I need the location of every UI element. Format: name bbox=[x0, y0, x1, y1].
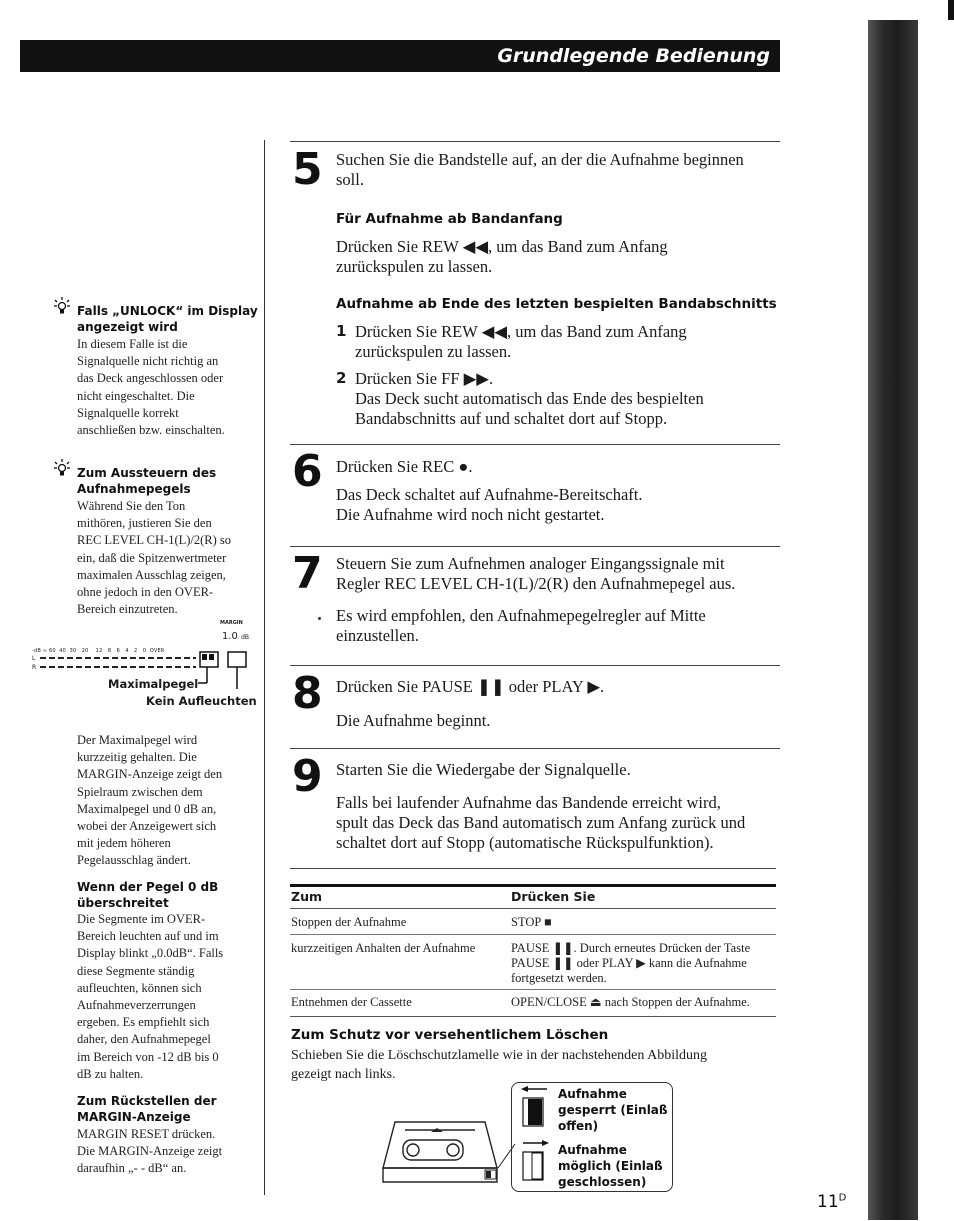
text-line: soll. bbox=[336, 170, 364, 189]
table-row-3-button bbox=[511, 995, 776, 1010]
tip-level-heading-line: Aufnahmepegels bbox=[77, 482, 191, 496]
text-line: Es wird empfohlen, den Aufnahmepegelregler auf Mitte bbox=[336, 606, 706, 625]
text-line: Die Aufnahme wird noch nicht gestartet. bbox=[336, 505, 605, 524]
margin-label: MARGIN bbox=[220, 620, 243, 626]
channel-r-label: R bbox=[32, 664, 37, 671]
step-6-text bbox=[336, 457, 776, 525]
text-line: Drücken Sie REC ●. bbox=[336, 457, 473, 476]
margin-unit: dB bbox=[241, 634, 250, 641]
step-divider bbox=[290, 546, 780, 547]
table-row-2-button bbox=[511, 941, 776, 986]
text-line: Die MARGIN-Anzeige zeigt bbox=[77, 1144, 223, 1159]
tip-bulb-icon bbox=[53, 458, 71, 478]
table-row-1-action: Stoppen der Aufnahme bbox=[291, 915, 407, 929]
text-line: ergeben. Es empfiehlt sich bbox=[77, 1015, 210, 1030]
step-7-text bbox=[336, 554, 776, 646]
text-line: Drücken Sie REW ◀◀, um das Band zum Anfang bbox=[355, 322, 687, 341]
text-line: gezeigt nach links. bbox=[291, 1067, 396, 1082]
text-line: MARGIN-Anzeige zeigt den bbox=[77, 767, 223, 782]
text-line: Der Maximalpegel wird bbox=[77, 733, 198, 747]
step-5-number: 5 bbox=[292, 144, 323, 195]
tab-state-icons bbox=[519, 1086, 551, 1186]
text-line: kurzzeitig gehalten. Die bbox=[77, 750, 197, 765]
step-5-subheading-end: Aufnahme ab Ende des letzten bespielten Bandabschnitts bbox=[336, 296, 777, 312]
text-line: schaltet dort auf Stopp (automatische Rückspulfunktion). bbox=[336, 833, 714, 852]
text-line: aufleuchten, können sich bbox=[77, 980, 202, 995]
text-line: Suchen Sie die Bandstelle auf, an der die Aufnahme beginnen bbox=[336, 150, 744, 169]
step-5-item-2-number: 2 bbox=[336, 369, 347, 387]
text-line: Maximalpegel und 0 dB an, bbox=[77, 801, 217, 816]
tip-level-heading bbox=[77, 465, 262, 497]
text-line: Das Deck sucht automatisch das Ende des bespielten bbox=[355, 389, 704, 408]
step-divider bbox=[290, 141, 780, 142]
step-9-number: 9 bbox=[292, 751, 323, 802]
text-line: Bandabschnitts auf und schaltet dort auf Stopp. bbox=[355, 409, 668, 428]
reset-heading-line: Zum Rückstellen der bbox=[77, 1094, 217, 1108]
channel-l-label: L bbox=[32, 655, 36, 662]
text-line: Aufnahmeverzerrungen bbox=[77, 998, 196, 1013]
text-line: zurückspulen zu lassen. bbox=[336, 257, 493, 276]
text-line: Schieben Sie die Löschschutzlamelle wie in der nachstehenden Abbildung bbox=[291, 1048, 707, 1063]
table-rule bbox=[290, 989, 776, 990]
tip-unlock-heading-line: angezeigt wird bbox=[77, 320, 178, 334]
step-divider bbox=[290, 444, 780, 445]
table-bottom-rule bbox=[290, 1016, 776, 1017]
text-line: gesperrt (Einlaß bbox=[558, 1103, 668, 1117]
page-number-value: 11 bbox=[817, 1192, 839, 1212]
text-line: REC LEVEL CH-1(L)/2(R) so bbox=[77, 533, 232, 548]
step-6-number: 6 bbox=[292, 446, 323, 497]
reset-text bbox=[77, 1126, 262, 1178]
text-line: PAUSE ❚❚ oder PLAY ▶ kann die Aufnahme bbox=[511, 956, 747, 970]
text-line: Aufnahme bbox=[558, 1087, 627, 1101]
text-line: Bereich leuchten auf und im bbox=[77, 929, 219, 944]
text-line: möglich (Einlaß bbox=[558, 1159, 663, 1173]
text-line: Drücken Sie PAUSE ❚❚ oder PLAY ▶. bbox=[336, 677, 605, 696]
table-col-zum: Zum bbox=[291, 889, 322, 904]
step-9-text bbox=[336, 760, 781, 853]
text-line: Die Segmente im OVER- bbox=[77, 912, 206, 926]
meter-scale: -dB ∞ 60 40 30 20 12 8 6 4 2 0 OVER bbox=[32, 648, 165, 654]
page-edge-mark bbox=[948, 0, 954, 20]
table-row-2-action: kurzzeitigen Anhalten der Aufnahme bbox=[291, 941, 476, 955]
table-top-rule bbox=[290, 868, 776, 869]
text-line: einzustellen. bbox=[336, 626, 419, 645]
text-line: fortgesetzt werden. bbox=[511, 971, 607, 985]
scan-edge-shadow bbox=[868, 20, 918, 1220]
text-line: Display blinkt „0.0dB“. Falls bbox=[77, 946, 224, 961]
text-line: mithören, justieren Sie den bbox=[77, 516, 212, 531]
text-line: Starten Sie die Wiedergabe der Signalquelle. bbox=[336, 760, 631, 779]
table-row-3-action: Entnehmen der Cassette bbox=[291, 995, 412, 1009]
text-line: Drücken Sie FF ▶▶. bbox=[355, 369, 494, 388]
reset-heading bbox=[77, 1093, 262, 1125]
no-light-label: Kein Aufleuchten bbox=[146, 694, 257, 708]
text-line: MARGIN RESET drücken. bbox=[77, 1127, 216, 1141]
text-line: diese Segmente ständig bbox=[77, 963, 195, 978]
text-line: Regler REC LEVEL CH-1(L)/2(R) den Aufnahmepegel aus. bbox=[336, 574, 736, 593]
text-line: das Deck angeschlossen oder bbox=[77, 371, 224, 386]
text-line: STOP ■ bbox=[511, 915, 552, 929]
text-line: im Bereich von -12 dB bis 0 bbox=[77, 1049, 219, 1064]
text-line: ohne jedoch in den OVER- bbox=[77, 585, 214, 600]
tip-level-text bbox=[77, 498, 262, 618]
tip-bulb-icon bbox=[53, 296, 71, 316]
section-header-bar bbox=[20, 40, 780, 72]
step-5-subheading-start: Für Aufnahme ab Bandanfang bbox=[336, 211, 563, 227]
step-8-number: 8 bbox=[292, 668, 323, 719]
over-heading-line: Wenn der Pegel 0 dB bbox=[77, 880, 219, 894]
over-heading-line: überschreitet bbox=[77, 896, 169, 910]
text-line: Steuern Sie zum Aufnehmen analoger Eingangssignale mit bbox=[336, 554, 725, 573]
text-line: Signalquelle korrekt bbox=[77, 405, 179, 420]
text-line: Spielraum zwischen dem bbox=[77, 784, 203, 799]
page-number bbox=[817, 1192, 846, 1212]
text-line: Das Deck schaltet auf Aufnahme-Bereitschaft. bbox=[336, 485, 643, 504]
text-line: wobei der Anzeigewert sich bbox=[77, 819, 217, 834]
text-line: spult das Deck das Band automatisch zum Anfang zurück und bbox=[336, 813, 746, 832]
text-line: Bereich einzutreten. bbox=[77, 602, 178, 617]
step-5-text bbox=[336, 150, 776, 190]
page-number-suffix: D bbox=[838, 1192, 847, 1204]
text-line: daher, den Aufnahmepegel bbox=[77, 1032, 211, 1047]
text-line: Falls bei laufender Aufnahme das Bandende erreicht wird, bbox=[336, 793, 721, 812]
level-meter-illustration bbox=[28, 615, 264, 710]
protect-heading: Zum Schutz vor versehentlichem Löschen bbox=[291, 1027, 609, 1043]
step-5-sub1-text bbox=[336, 237, 776, 277]
text-line: Drücken Sie REW ◀◀, um das Band zum Anfang bbox=[336, 237, 668, 256]
step-5-item-2-text bbox=[355, 369, 775, 429]
column-divider bbox=[264, 140, 265, 1195]
table-header-rule bbox=[290, 884, 776, 887]
over-heading bbox=[77, 879, 262, 911]
peak-level-label: Maximalpegel bbox=[108, 677, 199, 691]
text-line: ein, daß die Spitzenwertmeter bbox=[77, 550, 227, 565]
text-line: maximalen Ausschlag zeigen, bbox=[77, 567, 226, 582]
table-rule bbox=[290, 908, 776, 909]
text-line: offen) bbox=[558, 1119, 599, 1133]
text-line: Signalquelle nicht richtig an bbox=[77, 354, 219, 369]
text-line: Pegelausschlag ändert. bbox=[77, 853, 191, 868]
tip-unlock-heading-line: Falls „UNLOCK“ im Display bbox=[77, 304, 258, 318]
text-line: Die Aufnahme beginnt. bbox=[336, 711, 491, 730]
step-8-text bbox=[336, 677, 776, 731]
margin-value: 1.0 bbox=[222, 631, 238, 642]
tip-unlock-heading bbox=[77, 303, 262, 335]
protect-text bbox=[291, 1046, 771, 1084]
step-5-item-1-number: 1 bbox=[336, 322, 347, 340]
allowed-label bbox=[558, 1142, 663, 1190]
over-text bbox=[77, 911, 262, 1083]
bullet-dot bbox=[318, 617, 321, 620]
text-line: In diesem Falle ist die bbox=[77, 337, 188, 351]
locked-label bbox=[558, 1086, 668, 1134]
text-line: zurückspulen zu lassen. bbox=[355, 342, 512, 361]
step-5-item-1-text bbox=[355, 322, 775, 362]
text-line: geschlossen) bbox=[558, 1175, 647, 1189]
text-line: Während Sie den Ton bbox=[77, 499, 186, 513]
table-row-1-button bbox=[511, 915, 776, 930]
step-divider bbox=[290, 748, 780, 749]
text-line: mit jedem höheren bbox=[77, 836, 171, 851]
step-divider bbox=[290, 665, 780, 666]
tip-level-heading-line: Zum Aussteuern des bbox=[77, 466, 217, 480]
section-title: Grundlegende Bedienung bbox=[497, 45, 770, 67]
table-rule bbox=[290, 934, 776, 935]
text-line: nicht eingeschaltet. Die bbox=[77, 388, 195, 403]
tip-unlock-text bbox=[77, 336, 262, 439]
step-7-number: 7 bbox=[292, 548, 323, 599]
text-line: OPEN/CLOSE ⏏ nach Stoppen der Aufnahme. bbox=[511, 995, 750, 1009]
text-line: dB zu halten. bbox=[77, 1066, 144, 1081]
text-line: daraufhin „- - dB“ an. bbox=[77, 1161, 187, 1176]
peak-hold-text bbox=[77, 732, 262, 870]
text-line: PAUSE ❚❚. Durch erneutes Drücken der Taste bbox=[511, 941, 751, 955]
reset-heading-line: MARGIN-Anzeige bbox=[77, 1110, 191, 1124]
table-col-druecken: Drücken Sie bbox=[511, 889, 596, 904]
text-line: anschließen bzw. einschalten. bbox=[77, 423, 225, 438]
text-line: Aufnahme bbox=[558, 1143, 627, 1157]
